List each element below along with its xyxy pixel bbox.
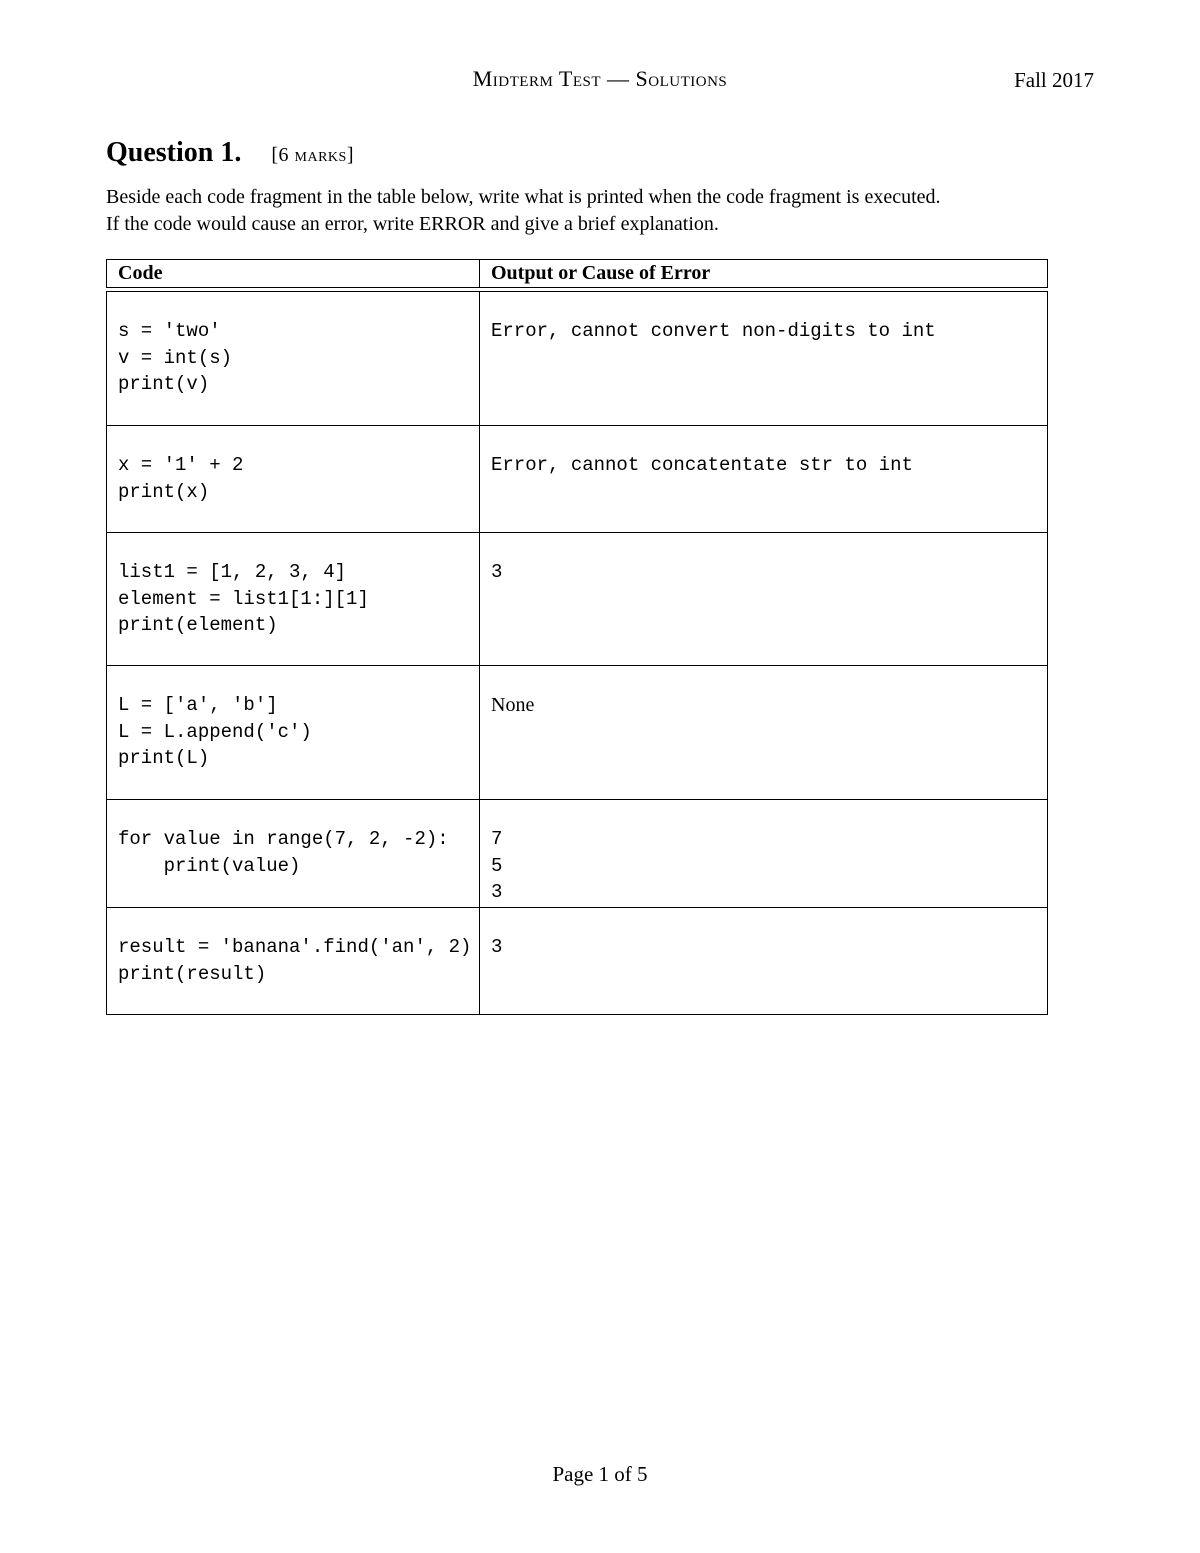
output-cell bbox=[480, 800, 1047, 907]
output-text: Error, cannot concatentate str to int bbox=[491, 454, 913, 476]
code-fragment: result = 'banana'.find('an', 2) print(result) bbox=[118, 936, 472, 985]
output-text: Error, cannot convert non-digits to int bbox=[491, 320, 936, 342]
code-fragment: list1 = [1, 2, 3, 4] element = list1[1:][1] print(element) bbox=[118, 561, 369, 636]
table-row bbox=[106, 426, 1048, 533]
page-header-term: Fall 2017 bbox=[1014, 68, 1094, 92]
code-cell bbox=[107, 292, 480, 425]
instructions-line-1: Beside each code fragment in the table below, write what is printed when the code fragment is executed. bbox=[106, 186, 941, 208]
output-text: None bbox=[491, 694, 535, 716]
output-text: 7 5 3 bbox=[491, 828, 503, 903]
column-header-output: Output or Cause of Error bbox=[491, 262, 711, 284]
code-cell bbox=[107, 426, 480, 532]
output-cell bbox=[480, 292, 1047, 425]
code-cell bbox=[107, 908, 480, 1014]
table-row bbox=[106, 908, 1048, 1015]
table-row bbox=[106, 800, 1048, 908]
table-row bbox=[106, 291, 1048, 426]
code-cell bbox=[107, 666, 480, 799]
answer-table bbox=[106, 259, 1048, 1015]
question-heading bbox=[106, 137, 354, 169]
instructions-line-2: If the code would cause an error, write ERROR and give a brief explanation. bbox=[106, 213, 719, 235]
page-number: Page 1 of 5 bbox=[552, 1462, 648, 1486]
table-row bbox=[106, 666, 1048, 800]
question-marks: [6 marks] bbox=[271, 144, 354, 166]
table-row bbox=[106, 533, 1048, 666]
code-cell bbox=[107, 800, 480, 907]
page-header-title: Midterm Test — Solutions bbox=[472, 66, 728, 91]
code-fragment: for value in range(7, 2, -2): print(value) bbox=[118, 828, 449, 877]
output-cell bbox=[480, 908, 1047, 1014]
output-cell bbox=[480, 666, 1047, 799]
column-header-code: Code bbox=[107, 260, 480, 287]
code-fragment: L = ['a', 'b'] L = L.append('c') print(L) bbox=[118, 694, 312, 769]
output-text: 3 bbox=[491, 936, 503, 958]
code-cell bbox=[107, 533, 480, 665]
table-header-row bbox=[106, 259, 1048, 288]
output-cell bbox=[480, 426, 1047, 532]
output-text: 3 bbox=[491, 561, 503, 583]
output-cell bbox=[480, 533, 1047, 665]
question-label: Question 1. bbox=[106, 137, 242, 168]
code-fragment: s = 'two' v = int(s) print(v) bbox=[118, 320, 233, 395]
question-instructions bbox=[106, 184, 1106, 238]
code-fragment: x = '1' + 2 print(x) bbox=[118, 454, 244, 503]
